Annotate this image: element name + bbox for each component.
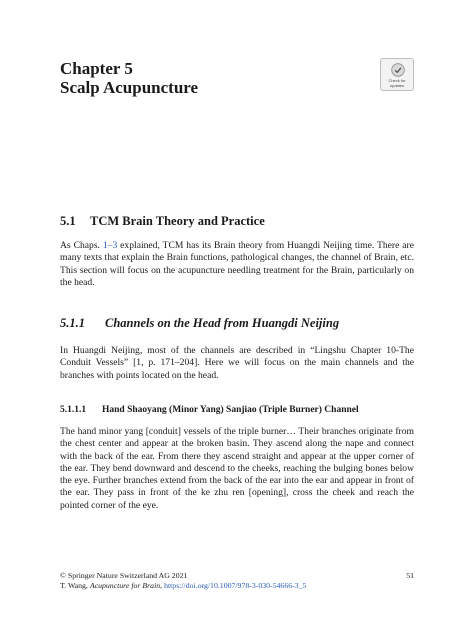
paragraph-triple-burner: The hand minor yang [conduit] vessels of the triple burner… Their branches originate from the chest center and appear at the broken basin. They ascend along the nape and connect with the back of the ear. From there they ascend straight and appear at the upper corner of the ear. They bend downward and descend to the cheeks, reaching the bulging bones below the eye. Further branches extend from the back of the ear into the ear and appear in front of the ear. They pass in front of the ke zhu ren [opening], cross the cheek and reach the pointed corner of the eye. xyxy=(60,426,414,511)
chapter-label: Chapter 5 xyxy=(60,59,133,78)
check-for-updates-badge[interactable] xyxy=(380,58,414,91)
subsubsection-heading: 5.1.1.1 Hand Shaoyang (Minor Yang) Sanjiao (Triple Burner) Channel xyxy=(60,405,359,415)
check-updates-icon xyxy=(391,63,405,77)
doi-link[interactable]: https://doi.org/10.1007/978-3-030-54666-3_5 xyxy=(164,581,307,590)
badge-text: Check for updates xyxy=(388,78,406,88)
footer-citation-line: T. Wang, Acupuncture for Brain, https://doi.org/10.1007/978-3-030-54666-3_5 xyxy=(60,581,307,590)
chapters-link[interactable]: 1–3 xyxy=(102,240,118,251)
chapter-title: Scalp Acupuncture xyxy=(60,78,199,97)
section-heading: 5.1 TCM Brain Theory and Practice xyxy=(60,214,265,228)
page-number: 51 xyxy=(406,571,414,580)
paragraph-channels: In Huangdi Neijing, most of the channels are described in “Lingshu Chapter 10-The Conduit Vessels” [1, p. 171–204]. Here we will focus on the main channels and the branches with points located on the head. xyxy=(60,345,414,381)
paragraph-intro: As Chaps. 1–3 explained, TCM has its Brain theory from Huangdi Neijing time. There are many texts that explain the Brain functions, pathological changes, the channel of Brain, etc. This section will focus on the acupuncture needling treatment for the Brain, particularly on the head. xyxy=(60,240,414,288)
copyright-text: © Springer Nature Switzerland AG 2021 xyxy=(60,571,188,580)
subsection-heading: 5.1.1 Channels on the Head from Huangdi Neijing xyxy=(60,316,340,330)
book-title: Acupuncture for Brain xyxy=(89,581,161,590)
footer-copyright-line xyxy=(60,571,414,581)
